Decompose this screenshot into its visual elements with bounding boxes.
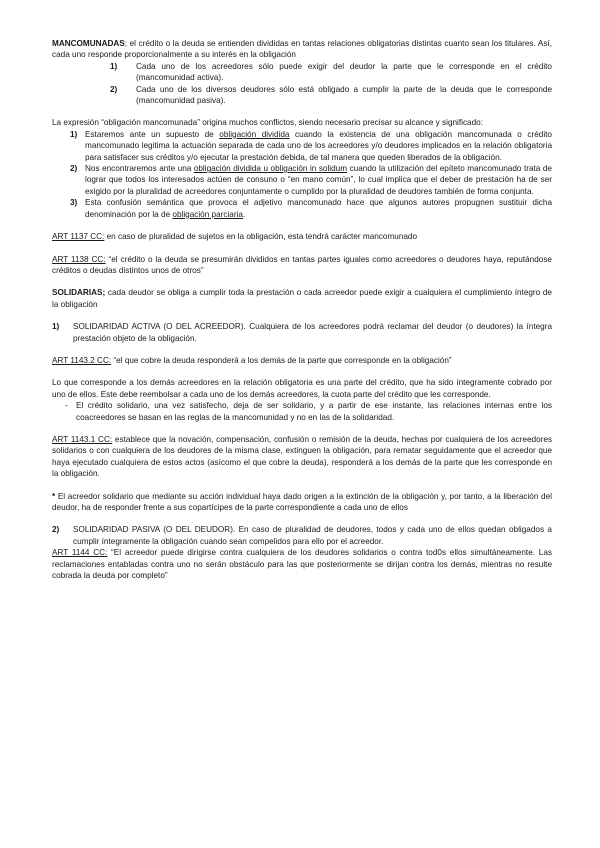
- list-number: 2): [110, 84, 118, 94]
- expresion-intro: La expresión “obligación mancomunada” origina muchos conflictos, siendo necesario precisar su alcance y significado:: [52, 118, 483, 128]
- corresponde-paragraph: Lo que corresponde a los demás acreedores en la relación obligatoria es una parte del crédito, que ha sido íntegramente cobrado por uno de ellos. Este debe reembolsar a cada uno de los demás acreedores, la cuota parte del crédito que les corresponde.: [52, 378, 552, 399]
- art-1138-text: “el crédito o la deuda se presumirán divididos en tantas partes iguales como acreedores o deudores haya, reputándose créditos o deudas distintos unos de otros”: [52, 254, 552, 275]
- dash-marker: -: [65, 401, 68, 411]
- list-text: .: [242, 209, 246, 219]
- art-1143-1-ref: ART 1143.1 CC:: [52, 434, 113, 444]
- term-obligacion-dividida: obligación dividida: [219, 129, 290, 139]
- solidaridad-activa-paragraph: [52, 321, 552, 344]
- nota-text: El acreedor solidario que mediante su acción individual haya dado origen a la extinción de la obligación y, por tanto, a la liberación del deudor, ha de responder frente a sus copartícipes de la parte correspondiente a cada uno de ellos: [52, 491, 552, 512]
- art-1137-ref: ART 1137 CC:: [52, 232, 105, 242]
- term-parciaria: obligación parciaria: [172, 209, 243, 219]
- art-1143-1-text: establece que la novación, compensación, confusión o remisión de la deuda, hechas por cualquiera de los acreedores solidarios o con cualquiera de los deudores de la misma clase, extinguen la obligación, para rematar seguidamente que el acreedor que haya ejecutado cualquiera de estos actos (asícomo el que cobre la deuda), responderá a los demás de la parte que les corresponde en la obligación.: [52, 434, 552, 479]
- solidaridad-activa-text: SOLIDARIDAD ACTIVA (O DEL ACREEDOR). Cualquiera de los acreedores podrá reclamar del deudor (o deudores) la íntegra prestación objeto de la obligación.: [73, 322, 552, 343]
- list-item: [52, 84, 552, 107]
- mancomunadas-list: [52, 61, 552, 107]
- list-text: Cada uno de los acreedores sólo puede exigir del deudor la parte que le corresponde en el crédito (mancomunidad activa).: [136, 61, 552, 83]
- mancomunadas-intro: ; el crédito o la deuda se entienden divididas en tantas relaciones obligatorias distintas cuanto sean los titulares. Así, cada uno responde proporcionalmente a su interés en la obligación: [52, 39, 552, 60]
- art-1137-paragraph: [52, 231, 552, 242]
- expresion-list: [52, 129, 552, 220]
- list-number: 1): [52, 322, 60, 332]
- nota-paragraph: [52, 491, 552, 514]
- list-number: 2): [70, 164, 78, 174]
- solidaridad-pasiva-paragraph: [52, 524, 552, 547]
- list-number: 1): [70, 129, 78, 139]
- list-text: Estaremos ante un supuesto de: [85, 129, 220, 139]
- list-number: 1): [110, 61, 118, 71]
- list-number: 2): [52, 525, 60, 535]
- art-1143-2-paragraph: [52, 355, 552, 366]
- art-1144-ref: ART 1144 CC:: [52, 548, 108, 558]
- mancomunadas-title: MANCOMUNADAS: [52, 39, 125, 48]
- art-1138-paragraph: [52, 254, 552, 277]
- term-in-solidum: obligación dividida u obligación in solidum: [193, 164, 348, 174]
- asterisk-marker: *: [52, 491, 56, 501]
- art-1144-text: “El acreedor puede dirigirse contra cualquiera de los deudores solidarios o contra tod0s ellos simultáneamente. Las reclamaciones entabladas contra uno no serán obstáculo para las que posteriormente se dirijan contra los demás, mientras no resulte cobrada la deuda por completo”: [52, 548, 552, 581]
- art-1143-2-text: “el que cobre la deuda responderá a los demás de la parte que corresponde en la obligación”: [111, 355, 452, 365]
- corresponde-bullet: [52, 400, 552, 423]
- art-1143-1-paragraph: [52, 434, 552, 480]
- list-text: Esta confusión semántica que provoca el adjetivo mancomunado hace que algunos autores propugnen sustituir dicha denominación por la de: [85, 198, 552, 219]
- list-text: cuando la existencia de una obligación mancomunada o crédito mancomunado legitima la actuación separada de cada uno de los acreedores y/o deudores implicados en la relación obligatoria para satisfacer sus créditos y/o ejecutar la prestación debida, de tal manera que queden liberados de la obligación.: [85, 129, 552, 162]
- solidarias-title: SOLIDARIAS;: [52, 288, 106, 298]
- list-item: [52, 163, 552, 197]
- art-1143-2-ref: ART 1143.2 CC:: [52, 355, 112, 365]
- list-item: [52, 197, 552, 220]
- list-text: cuando la utilización del epíteto mancomunado trata de lograr que todos los interesados actúen de consuno o “en mano común”, lo cual implica que el deber de prestación ha de ser exigido por la pluralidad de acreedores conjuntamente o cumplido por la pluralidad de deudores también de forma conjunta.: [85, 164, 552, 196]
- list-number: 3): [70, 198, 78, 208]
- list-text: Cada uno de los diversos deudores sólo está obligado a cumplir la parte de la deuda que le corresponde (mancomunidad pasiva).: [136, 84, 552, 106]
- list-item: [52, 61, 552, 84]
- list-text: Nos encontraremos ante una: [85, 164, 194, 174]
- art-1137-text: en caso de pluralidad de sujetos en la obligación, esta tendrá carácter mancomunado: [104, 232, 418, 242]
- solidaridad-pasiva-text: SOLIDARIDAD PASIVA (O DEL DEUDOR). En caso de pluralidad de deudores, todos y cada uno de ellos quedan obligados a cumplir íntegramente la obligación cuando sean compelidos para ello por el acreedor.: [73, 525, 552, 546]
- bullet-text: El crédito solidario, una vez satisfecho, deja de ser solidario, y a partir de ese instante, las relaciones internas entre los coacreedores se basan en las reglas de la mancomunidad y no en las de la solidaridad.: [76, 401, 552, 422]
- mancomunadas-paragraph: [52, 38, 552, 61]
- solidarias-paragraph: [52, 287, 552, 310]
- art-1144-paragraph: [52, 547, 552, 581]
- solidarias-text: cada deudor se obliga a cumplir toda la prestación o cada acreedor puede exigir a cualquiera el cumplimiento íntegro de la obligación: [52, 288, 552, 309]
- art-1138-ref: ART 1138 CC:: [52, 254, 106, 264]
- list-item: [52, 129, 552, 163]
